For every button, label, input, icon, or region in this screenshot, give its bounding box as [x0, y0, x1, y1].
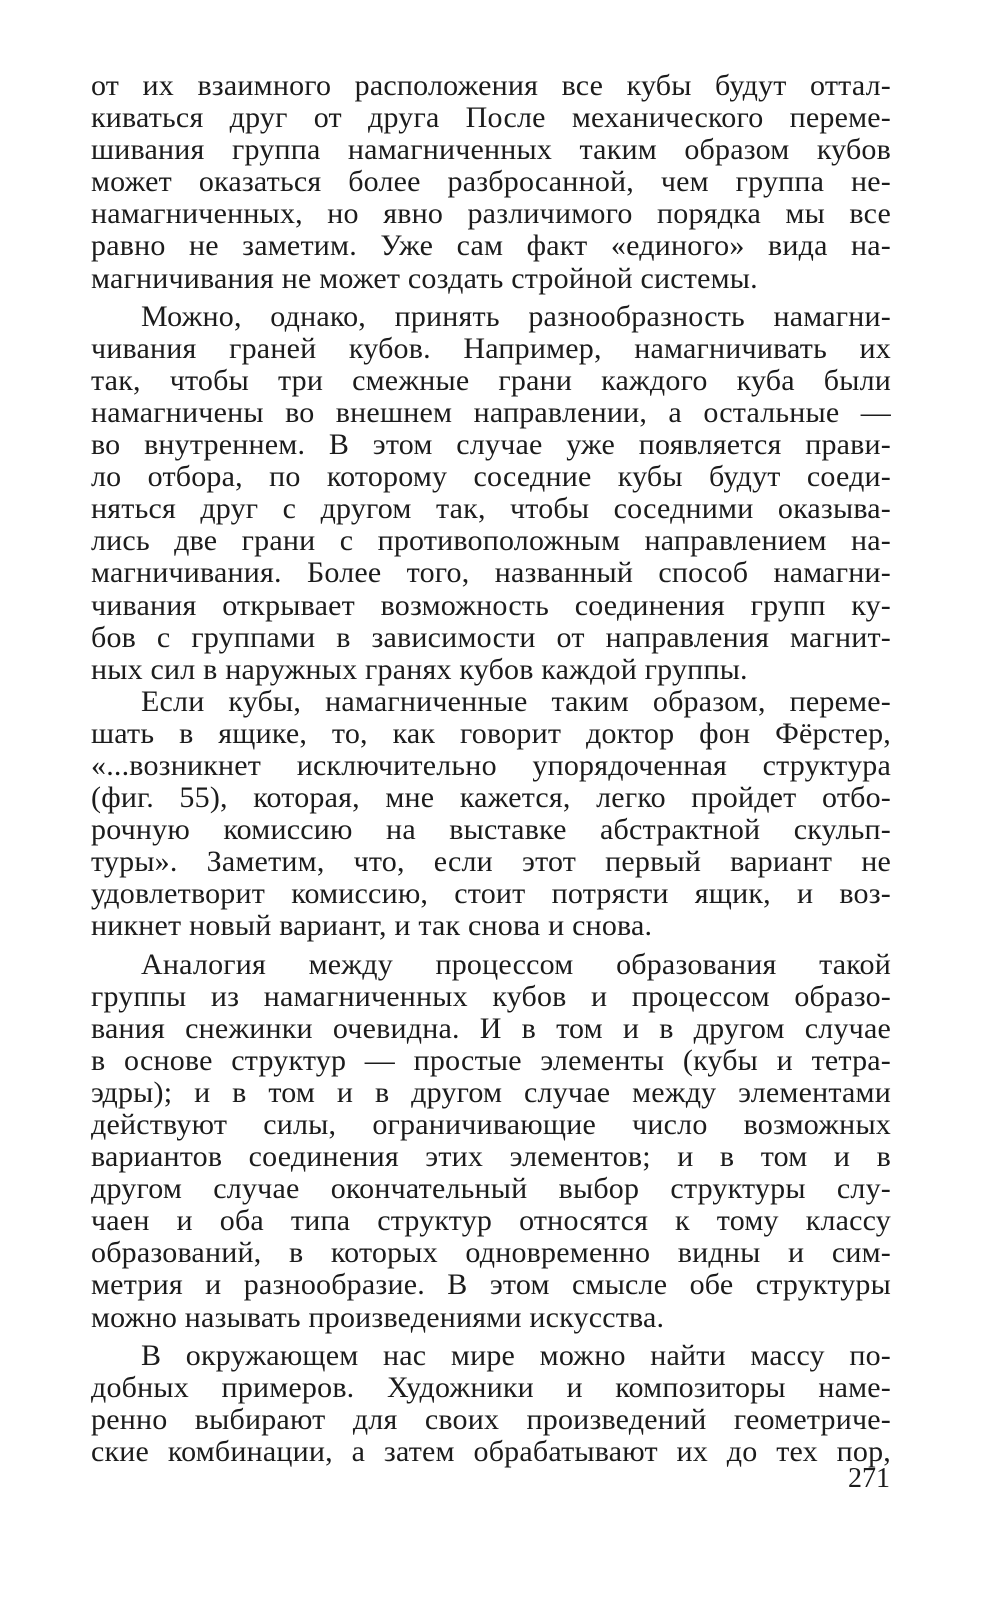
paragraph — [91, 301, 891, 686]
text-line: туры». Заметим, что, если этот первый вариант не — [91, 845, 891, 879]
text-line: так, чтобы три смежные грани каждого куба были — [91, 363, 891, 397]
text-line: чивания граней кубов. Например, намагничивать их — [91, 331, 891, 365]
text-line: няться друг с другом так, чтобы соседними оказыва- — [91, 492, 891, 526]
paragraph — [91, 1340, 891, 1468]
text-line: шать в ящике, то, как говорит доктор фон Фёрстер, — [91, 716, 891, 750]
text-line: действуют силы, ограничивающие число возможных — [91, 1108, 891, 1141]
text-line: эдры); и в том и в другом случае между элементами — [91, 1075, 891, 1109]
text-line: Если кубы, намагниченные таким образом, переме- — [141, 684, 891, 718]
text-line: чивания открывает возможность соединения групп ку- — [91, 588, 891, 622]
text-line: можно называть произведениями искусства. — [91, 1300, 665, 1334]
text-line: Можно, однако, принять разнообразность намагни- — [141, 299, 891, 333]
text-line: (фиг. 55), которая, мне кажется, легко пройдет отбо- — [91, 781, 891, 815]
text-line: «...возникнет исключительно упорядоченная структура — [91, 748, 891, 782]
text-line: ские комбинации, а затем обрабатывают их до тех пор, — [91, 1434, 891, 1468]
text-line: намагничены во внешнем направлении, а остальные — — [91, 395, 891, 429]
text-line: чаен и оба типа структур относятся к тому классу — [91, 1204, 891, 1238]
text-line: группы из намагниченных кубов и процессом образо- — [91, 979, 891, 1013]
text-line: равно не заметим. Уже сам факт «единого» вида на- — [91, 229, 891, 263]
text-line: Аналогия между процессом образования такой — [141, 947, 891, 981]
text-line: ло отбора, по которому соседние кубы будут соеди- — [91, 460, 891, 494]
text-line: шивания группа намагниченных таким образом кубов — [91, 133, 891, 167]
text-line: вариантов соединения этих элементов; и в том и в — [91, 1140, 891, 1174]
text-line: добных примеров. Художники и композиторы наме- — [91, 1370, 891, 1404]
text-line: магничивания не может создать стройной системы. — [91, 261, 758, 295]
body-text — [91, 70, 891, 1468]
text-line: образований, в которых одновременно видны и сим- — [91, 1236, 891, 1270]
text-line: от их взаимного расположения все кубы будут оттал- — [91, 69, 891, 102]
paragraph — [91, 70, 891, 295]
text-line: рочную комиссию на выставке абстрактной скульп- — [91, 813, 891, 847]
paragraph — [91, 686, 891, 943]
text-line: В окружающем нас мире можно найти массу по- — [141, 1338, 891, 1372]
text-line: вания снежинки очевидна. И в том и в другом случае — [91, 1011, 891, 1045]
text-line: другом случае окончательный выбор структуры слу- — [91, 1172, 891, 1206]
page-number: 271 — [848, 1463, 890, 1494]
text-line: намагниченных, но явно различимого порядка мы все — [91, 197, 891, 231]
text-line: бов с группами в зависимости от направления магнит- — [91, 620, 891, 654]
text-line: может оказаться более разбросанной, чем группа не- — [91, 165, 891, 199]
paragraph — [91, 949, 891, 1334]
text-line: в основе структур — простые элементы (кубы и тетра- — [91, 1043, 891, 1077]
text-line: ных сил в наружных гранях кубов каждой группы. — [91, 652, 748, 686]
text-line: никнет новый вариант, и так снова и снова. — [91, 909, 653, 943]
text-line: магничивания. Более того, названный способ намагни- — [91, 556, 891, 590]
text-line: киваться друг от друга После механического переме- — [91, 101, 891, 135]
text-line: метрия и разнообразие. В этом смысле обе структуры — [91, 1268, 891, 1302]
text-line: ренно выбирают для своих произведений геометриче- — [91, 1402, 891, 1436]
text-line: лись две грани с противоположным направлением на- — [91, 524, 891, 558]
text-line: во внутреннем. В этом случае уже появляется прави- — [91, 428, 891, 462]
text-line: удовлетворит комиссию, стоит потрясти ящик, и воз- — [91, 877, 891, 911]
